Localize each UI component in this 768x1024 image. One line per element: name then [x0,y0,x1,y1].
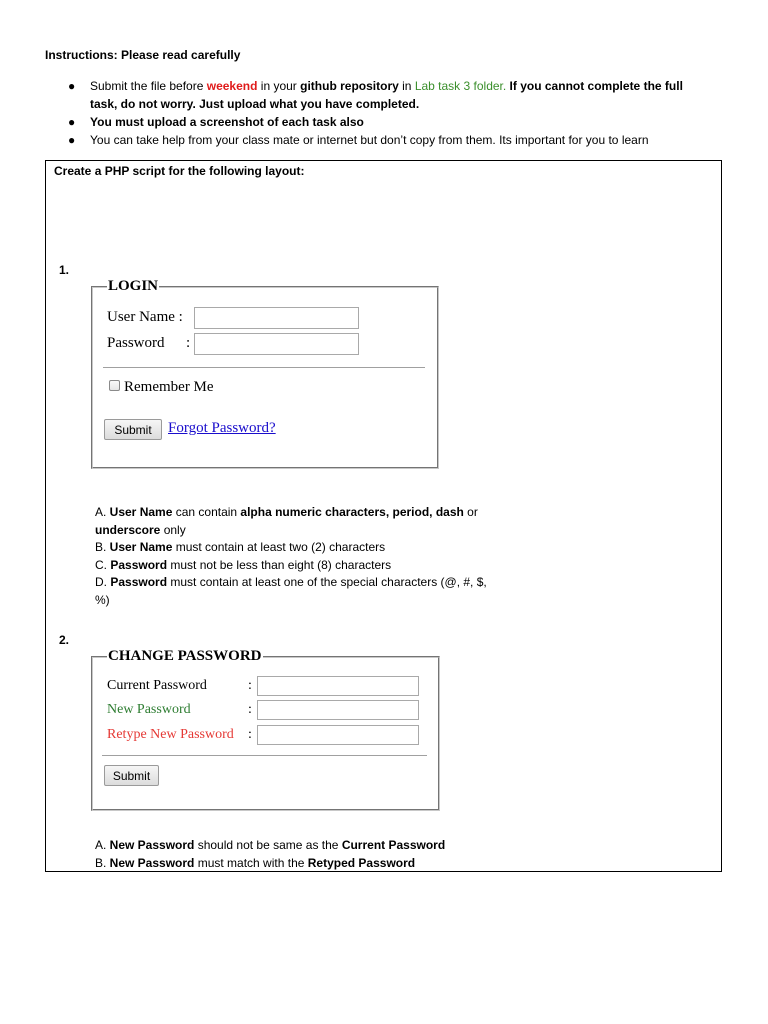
username-label: User Name : [107,309,183,325]
login-legend: LOGIN [108,278,159,294]
login-submit-button[interactable]: Submit [104,419,162,440]
folder-text: Lab task 3 folder. [414,79,507,93]
current-password-label: Current Password [107,678,207,693]
bullet-text: in [398,79,415,93]
new-password-colon: : [248,702,252,717]
rule-b: B. User Name must contain at least two (2) characters [95,540,386,554]
rule-a: A. User Name can contain alpha numeric characters, period, dash or [95,505,478,519]
password-input[interactable] [194,333,359,355]
rule-d-cont: %) [95,592,110,607]
rule-a: A. New Password should not be same as the Current Password [95,838,446,852]
rule-c: C. Password must not be less than eight (8) characters [95,557,392,572]
instructions-list [68,77,718,149]
current-password-colon: : [248,678,252,693]
current-password-input[interactable] [257,676,419,696]
deadline-text: weekend [206,79,258,93]
bullet-icon: ● [68,79,76,93]
retype-password-input[interactable] [257,725,419,745]
bullet-text: in your [257,79,301,93]
retype-password-colon: : [248,727,252,742]
rule-b: B. New Password must match with the Retyped Password [95,855,416,870]
password-label: Password [107,335,165,351]
bullet-text: You must upload a screenshot of each task also [90,115,364,129]
change-password-divider [102,755,427,756]
task-box-title: Create a PHP script for the following layout: [54,164,305,178]
bullet-text: You can take help from your class mate or internet but don’t copy from them. Its important for you to learn [90,133,649,147]
password-colon: : [186,335,191,351]
list-item [68,131,718,149]
bullet-text: task, do not worry. Just upload what you have completed. [90,97,420,111]
task-number-1: 1. [59,263,70,277]
task-number-2: 2. [59,633,70,647]
repository-text: github repository [300,79,399,93]
login-rules [95,504,487,609]
forgot-password-link[interactable]: Forgot Password? [168,420,276,436]
rule-a-cont: underscore only [95,522,186,537]
remember-me-checkbox[interactable] [109,380,120,391]
list-item [68,77,718,113]
change-password-legend: CHANGE PASSWORD [108,648,262,664]
username-input[interactable] [194,307,359,329]
new-password-input[interactable] [257,700,419,720]
change-password-rules [95,837,445,872]
rule-d: D. Password must contain at least one of the special characters (@, #, $, [95,575,487,589]
retype-password-label: Retype New Password [107,727,234,742]
new-password-label: New Password [107,702,191,717]
login-divider [103,367,425,368]
change-password-submit-button[interactable]: Submit [104,765,159,786]
bullet-text: If you cannot complete the full [506,79,683,93]
bullet-text: Submit the file before [90,79,207,93]
bullet-icon: ● [68,133,76,147]
bullet-icon: ● [68,115,76,129]
task-box [45,160,722,872]
remember-me-label: Remember Me [124,379,214,395]
instructions-heading: Instructions: Please read carefully [45,48,241,62]
list-item [68,113,718,131]
